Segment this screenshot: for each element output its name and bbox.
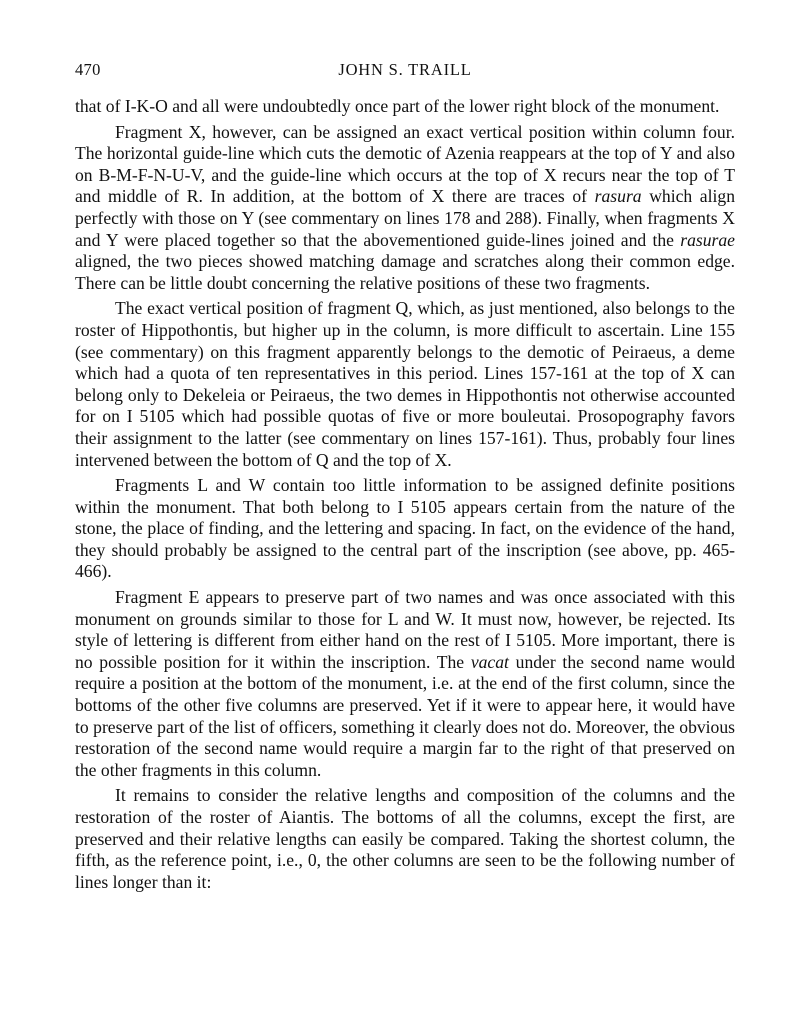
running-head: JOHN S. TRAILL [338, 60, 472, 79]
paragraph [75, 96, 735, 118]
italic-term: rasurae [680, 229, 735, 250]
paragraph [75, 298, 735, 471]
article-body [75, 96, 735, 897]
paragraph-text: The exact vertical position of fragment Q, which, as just mentioned, also belongs to the roster of Hippothontis, but higher up in the column, is more difficult to ascertain. Line 155 (see commentary) on this fragment apparently belongs to the demotic of Peiraeus, a deme which had a quota of ten representatives in this period. Lines 157-161 at the top of X can belong only to Dekeleia or Peiraeus, the two demes in Hippothontis not otherwise accounted for on I 5105 which had possible quotas of five or more bouleutai. Prosopography favors their assignment to the latter (see commentary on lines 157-161). Thus, probably four lines intervened between the bottom of Q and the top of X. [75, 298, 735, 470]
paragraph [75, 475, 735, 583]
paragraph [75, 122, 735, 295]
paragraph-text: It remains to consider the relative lengths and composition of the columns and the restoration of the roster of Aiantis. The bottoms of all the columns, except the first, are preserved and their relative lengths can easily be compared. Taking the shortest column, the fifth, as the reference point, i.e., 0, the other columns are seen to be the following number of lines longer than it: [75, 785, 735, 892]
page [75, 0, 736, 892]
paragraph-text: Fragments L and W contain too little information to be assigned definite positions within the monument. That both belong to I 5105 appears certain from the nature of the stone, the place of finding, and the lettering and spacing. In fact, on the evidence of the hand, they should probably be assigned to the central part of the inscription (see above, pp. 465-466). [75, 475, 735, 582]
italic-term: vacat [470, 651, 509, 672]
paragraph-text: that of I-K-O and all were undoubtedly once part of the lower right block of the monument. [75, 96, 720, 116]
paragraph [75, 587, 735, 781]
page-number: 470 [75, 60, 101, 79]
page-header [75, 0, 735, 80]
italic-term: rasura [594, 186, 642, 207]
paragraph [75, 785, 735, 893]
paragraph-text: Fragment X, however, can be assigned an exact vertical position within column four. The horizontal guide-line which cuts the demotic of Azenia reappears at the top of Y and also on B-M-F-N-U-V, and the guide-line which occurs at the top of X recurs near the top of T and middle of R. In addition, at the bottom of X there are traces of [75, 121, 735, 207]
paragraph-text: aligned, the two pieces showed matching damage and scratches along their common edge. There can be little doubt concerning the relative positions of these two fragments. [75, 251, 735, 293]
paragraph-text: Fragment E appears to preserve part of two names and was once associated with this monument on grounds similar to those for L and W. It must now, however, be rejected. Its style of lettering is different from either hand on the rest of I 5105. More important, there is no possible position for it within the inscription. The [75, 587, 735, 672]
paragraph-text: which align perfectly with those on Y (see commentary on lines 178 and 288). Finally, when fragments X and Y were placed together so that the abovementioned guide-lines joined and the [75, 186, 735, 250]
paragraph-text: under the second name would require a position at the bottom of the monument, i.e. at the end of the first column, since the bottoms of the other five columns are preserved. Yet if it were to appear here, it would have to preserve part of the list of officers, something it clearly does not do. Moreover, the obvious restoration of the second name would require a margin far to the right of that preserved on the other fragments in this column. [75, 651, 736, 780]
